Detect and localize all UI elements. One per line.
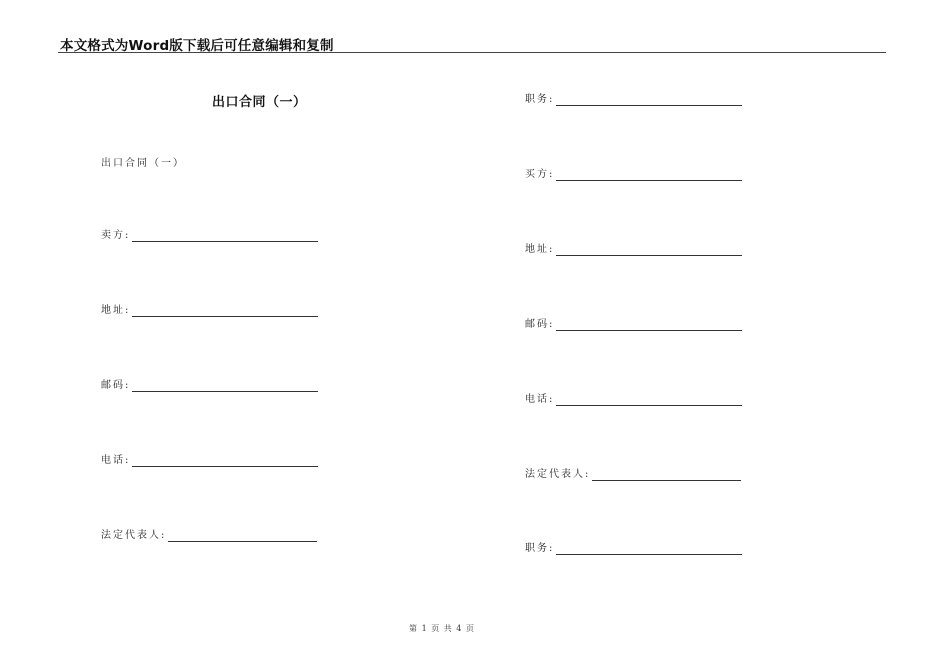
field-blank-line[interactable] xyxy=(556,395,742,406)
field-seller-phone xyxy=(101,453,318,467)
field-seller-address xyxy=(101,303,318,317)
field-seller-position xyxy=(525,92,742,106)
field-blank-line[interactable] xyxy=(132,231,318,242)
document-title: 出口合同（一） xyxy=(212,95,307,110)
field-label: 卖方: xyxy=(101,230,131,241)
field-label: 邮码: xyxy=(101,380,131,391)
field-blank-line[interactable] xyxy=(556,95,742,106)
field-seller-postcode xyxy=(101,378,318,392)
field-buyer-address xyxy=(525,242,742,256)
field-label: 电话: xyxy=(525,394,555,405)
field-label: 地址: xyxy=(525,244,555,255)
field-blank-line[interactable] xyxy=(168,531,317,542)
field-buyer-position xyxy=(525,541,742,555)
field-buyer-postcode xyxy=(525,317,742,331)
field-seller-legal-rep xyxy=(101,528,317,542)
field-blank-line[interactable] xyxy=(132,306,318,317)
field-label: 买方: xyxy=(525,169,555,180)
header-divider xyxy=(58,52,886,53)
field-buyer-legal-rep xyxy=(525,467,741,481)
field-label: 电话: xyxy=(101,455,131,466)
field-label: 职务: xyxy=(525,543,555,554)
field-blank-line[interactable] xyxy=(556,544,742,555)
field-buyer xyxy=(525,167,742,181)
page-number-footer: 第 1 页 共 4 页 xyxy=(409,624,475,633)
field-label: 法定代表人: xyxy=(101,530,167,541)
field-blank-line[interactable] xyxy=(132,381,318,392)
field-label: 法定代表人: xyxy=(525,469,591,480)
header-text: 本文格式为Word版下载后可任意编辑和复制 xyxy=(60,38,334,54)
field-buyer-phone xyxy=(525,392,742,406)
field-blank-line[interactable] xyxy=(556,320,742,331)
field-blank-line[interactable] xyxy=(556,170,742,181)
field-blank-line[interactable] xyxy=(592,470,741,481)
field-label: 邮码: xyxy=(525,319,555,330)
field-label: 地址: xyxy=(101,305,131,316)
document-subtitle: 出口合同（一） xyxy=(101,158,185,169)
field-blank-line[interactable] xyxy=(132,456,318,467)
field-blank-line[interactable] xyxy=(556,245,742,256)
field-label: 职务: xyxy=(525,94,555,105)
field-seller xyxy=(101,228,318,242)
